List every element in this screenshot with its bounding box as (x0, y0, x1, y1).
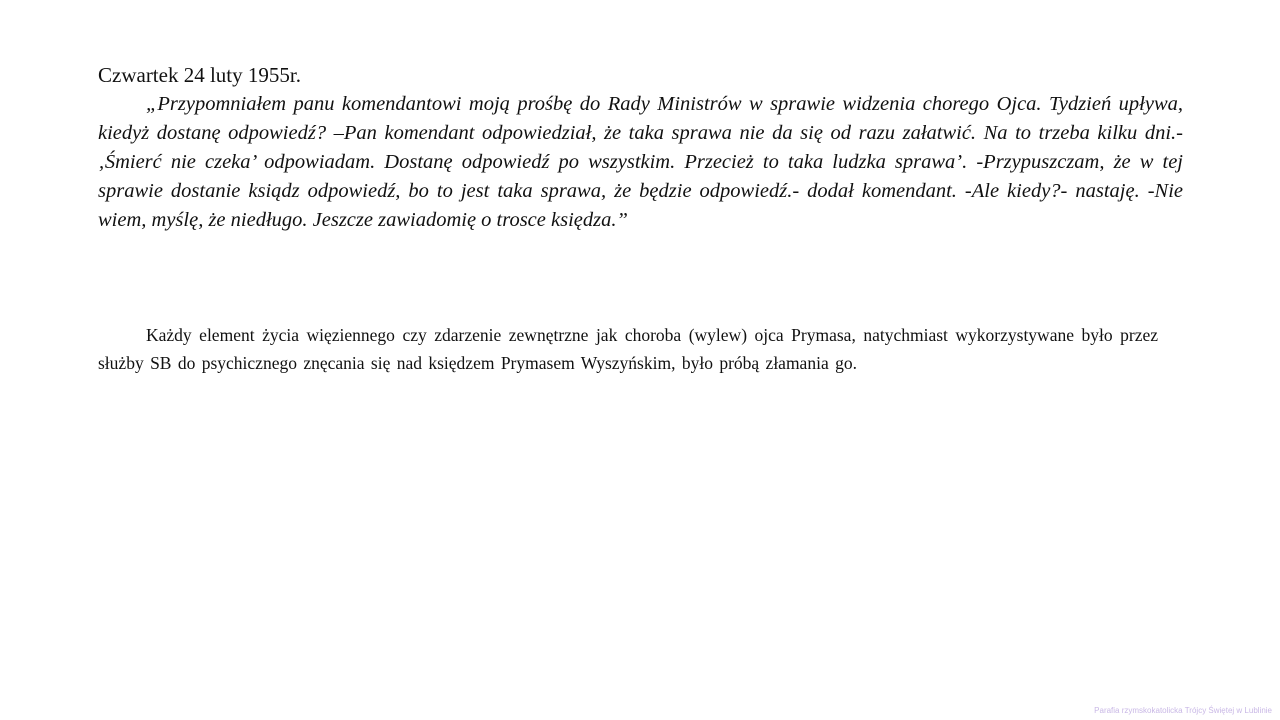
diary-quote: „Przypomniałem panu komendantowi moją prośbę do Rady Ministrów w sprawie widzenia chorego Ojca. Tydzień upływa, kiedyż dostanę odpowiedź? –Pan komendant odpowiedział, że taka sprawa nie da się od razu załatwić. Na to trzeba kilku dni.- ‚Śmierć nie czeka’ odpowiadam. Dostanę odpowiedź po wszystkim. Przecież to taka ludzka sprawa’. -Przypuszczam, że w tej sprawie dostanie ksiądz odpowiedź, bo to jest taka sprawa, że będzie odpowiedź.- dodał komendant. -Ale kiedy?- nastaję. -Nie wiem, myślę, że niedługo. Jeszcze zawiadomię o trosce księdza.” (98, 93, 1183, 231)
footer-credit: Parafia rzymskokatolicka Trójcy Świętej w Lublinie (1094, 706, 1272, 715)
commentary-paragraph: Każdy element życia więziennego czy zdarzenie zewnętrzne jak choroba (wylew) ojca Prymasa, natychmiast wykorzystywane było przez służby SB do psychicznego znęcania się nad księdzem Prymasem Wyszyńskim, było próbą złamania go. (98, 325, 1158, 373)
diary-date-heading: Czwartek 24 luty 1955r. (98, 63, 301, 87)
